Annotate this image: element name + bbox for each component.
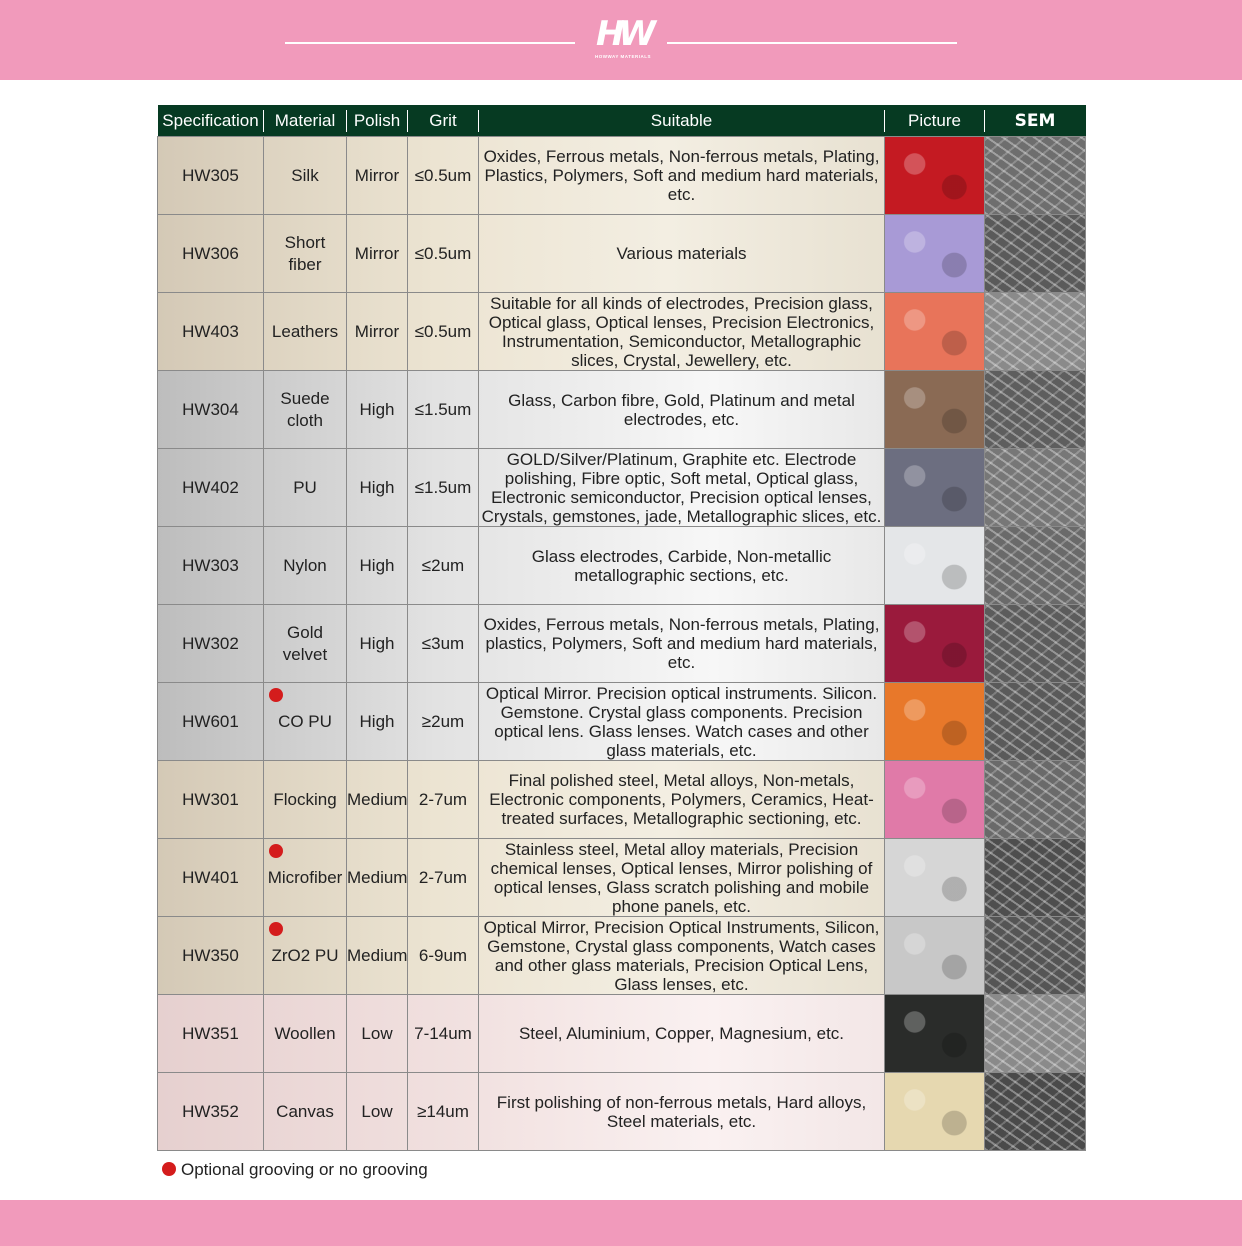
material-name: Flocking [273,789,337,809]
sem-image [985,839,1085,916]
header-label: SEM [1014,110,1056,131]
table-row [158,449,1086,527]
header-grit [408,105,479,137]
material-swatch [885,605,984,682]
spec-code: HW601 [182,711,239,731]
grit-value: 7-14um [414,1023,472,1043]
grit-value: ≤1.5um [414,477,472,497]
table-row [158,371,1086,449]
polish-cell [347,761,408,839]
grit-value: ≤1.5um [414,399,472,419]
grit-cell [408,917,479,995]
grit-cell [408,605,479,683]
picture-cell [885,683,985,761]
material-swatch [885,293,984,370]
polish-level: Mirror [354,321,400,341]
grit-value: ≤0.5um [414,165,472,185]
material-name: Short fiber [284,232,326,274]
sem-image [985,995,1085,1072]
material-swatch [885,449,984,526]
polish-level: High [359,711,395,731]
spec-cell [158,761,264,839]
material-cell [264,761,347,839]
material-swatch [885,215,984,292]
polish-cell [347,995,408,1073]
table-row [158,527,1086,605]
suitable-cell [479,995,885,1073]
polish-level: Mirror [354,165,400,185]
material-name: ZrO2 PU [271,945,339,965]
header-polish [347,105,408,137]
suitable-text: Glass electrodes, Carbide, Non-metallic metallographic sections, etc. [531,546,832,585]
suitable-text: Oxides, Ferrous metals, Non-ferrous metals, Plating, plastics, Polymers, Soft and medium hard materials, etc. [483,615,880,672]
suitable-cell [479,137,885,215]
material-cell [264,371,347,449]
header-row [158,105,1086,137]
picture-cell [885,371,985,449]
material-name: Canvas [276,1101,334,1121]
sem-cell [985,293,1086,371]
suitable-cell [479,917,885,995]
sem-cell [985,137,1086,215]
table-row [158,917,1086,995]
material-name: Silk [291,165,319,185]
polish-level: Low [361,1023,393,1043]
grit-value: ≤0.5um [414,321,472,341]
legend [162,1160,428,1180]
material-name: Nylon [283,555,327,575]
spec-code: HW305 [182,165,239,185]
spec-cell [158,995,264,1073]
logo-subtitle: HOWWAY MATERIALS [595,54,651,59]
material-name: Gold velvet [282,622,328,664]
sem-cell [985,917,1086,995]
suitable-cell [479,527,885,605]
polish-cell [347,137,408,215]
grit-cell [408,215,479,293]
picture-cell [885,995,985,1073]
groove-dot-icon [162,1162,176,1176]
spec-code: HW301 [182,789,239,809]
spec-cell [158,293,264,371]
suitable-text: Optical Mirror. Precision optical instruments. Silicon. Gemstone. Crystal glass components. Precision optical lens. Glass lenses. Watch cases and other glass materials, etc. [485,683,878,760]
grit-cell [408,137,479,215]
sem-image [985,917,1085,994]
suitable-text: Steel, Aluminium, Copper, Magnesium, etc. [518,1024,845,1043]
sem-cell [985,1073,1086,1151]
suitable-cell [479,839,885,917]
picture-cell [885,449,985,527]
material-cell [264,605,347,683]
spec-code: HW306 [182,243,239,263]
spec-cell [158,1073,264,1151]
material-swatch [885,995,984,1072]
grit-cell [408,527,479,605]
material-cell [264,1073,347,1151]
material-swatch [885,1073,984,1150]
polish-level: Medium [347,945,408,965]
sem-image [985,215,1085,292]
picture-cell [885,605,985,683]
table-row [158,1073,1086,1151]
polish-cell [347,371,408,449]
sem-image [985,449,1085,526]
table-row [158,839,1086,917]
header-label: Grit [429,110,457,130]
spec-cell [158,449,264,527]
grit-cell [408,761,479,839]
material-swatch [885,761,984,838]
suitable-text: Stainless steel, Metal alloy materials, Precision chemical lenses, Optical lenses, Mirror polishing of optical lenses, Glass scratch polishing and mobile phone panels, etc. [490,839,873,916]
polish-level: High [359,477,395,497]
material-cell [264,839,347,917]
grit-value: 2-7um [418,867,468,887]
suitable-cell [479,449,885,527]
polish-level: Medium [347,867,408,887]
polish-level: Medium [347,789,408,809]
polish-cell [347,683,408,761]
groove-dot-icon [269,844,283,858]
sem-image [985,683,1085,760]
material-name: Leathers [271,321,339,341]
polish-cell [347,449,408,527]
sem-cell [985,761,1086,839]
spec-cell [158,527,264,605]
material-swatch [885,683,984,760]
header-specification [158,105,264,137]
table-row [158,605,1086,683]
suitable-cell [479,215,885,293]
table-row [158,761,1086,839]
sem-cell [985,215,1086,293]
grit-cell [408,995,479,1073]
polish-cell [347,917,408,995]
picture-cell [885,293,985,371]
picture-cell [885,917,985,995]
grit-value: ≥2um [421,711,465,731]
grit-cell [408,683,479,761]
sem-image [985,293,1085,370]
sem-cell [985,683,1086,761]
sem-image [985,137,1085,214]
table-row [158,137,1086,215]
bottom-banner [0,1200,1242,1246]
sem-cell [985,605,1086,683]
spec-code: HW352 [182,1101,239,1121]
material-cell [264,527,347,605]
suitable-text: First polishing of non-ferrous metals, Hard alloys, Steel materials, etc. [496,1092,867,1131]
grit-value: 2-7um [418,789,468,809]
suitable-text: GOLD/Silver/Platinum, Graphite etc. Electrode polishing, Fibre optic, Soft metal, Optical glass, Electronic semiconductor, Precision optical lenses, Crystals, gemstones, jade, Metallographic slices, etc. [481,449,882,526]
picture-cell [885,1073,985,1151]
grit-cell [408,839,479,917]
polish-cell [347,605,408,683]
sem-image [985,527,1085,604]
grit-value: ≤2um [421,555,465,575]
suitable-cell [479,1073,885,1151]
suitable-text: Oxides, Ferrous metals, Non-ferrous metals, Plating, Plastics, Polymers, Soft and medium hard materials, etc. [483,147,880,204]
spec-code: HW403 [182,321,239,341]
spec-code: HW350 [182,945,239,965]
spec-cell [158,215,264,293]
table-row [158,215,1086,293]
spec-cell [158,839,264,917]
sem-image [985,371,1085,448]
grit-cell [408,371,479,449]
picture-cell [885,761,985,839]
material-swatch [885,839,984,916]
material-swatch [885,917,984,994]
spec-code: HW304 [182,399,239,419]
spec-code: HW351 [182,1023,239,1043]
table-row [158,995,1086,1073]
sem-image [985,761,1085,838]
grit-value: ≤0.5um [414,243,472,263]
polish-level: Low [361,1101,393,1121]
suitable-cell [479,293,885,371]
picture-cell [885,137,985,215]
groove-dot-icon [269,688,283,702]
material-name: PU [293,477,317,497]
picture-cell [885,839,985,917]
header-label: Suitable [650,110,713,130]
material-swatch [885,527,984,604]
table-row [158,683,1086,761]
spec-cell [158,605,264,683]
sem-cell [985,995,1086,1073]
header-label: Polish [353,110,401,130]
picture-cell [885,527,985,605]
polish-cell [347,1073,408,1151]
suitable-text: Final polished steel, Metal alloys, Non-metals, Electronic components, Polymers, Ceramics, Heat-treated surfaces, Metallographic sectioning, etc. [489,771,874,828]
material-cell [264,293,347,371]
suitable-cell [479,371,885,449]
header-picture [885,105,985,137]
grit-cell [408,293,479,371]
material-cell [264,449,347,527]
grit-value: ≤3um [421,633,465,653]
suitable-text: Suitable for all kinds of electrodes, Precision glass, Optical glass, Optical lenses, Precision Electronics, Instrumentation, Semiconductor, Metallographic slices, Crystal, Jewellery, etc. [488,293,875,370]
picture-cell [885,215,985,293]
polish-level: High [359,633,395,653]
material-name: Suede cloth [280,388,330,430]
polish-cell [347,839,408,917]
groove-dot-icon [269,922,283,936]
spec-code: HW302 [182,633,239,653]
spec-cell [158,917,264,995]
suitable-text: Glass, Carbon fibre, Gold, Platinum and metal electrodes, etc. [508,390,855,429]
spec-cell [158,683,264,761]
sem-cell [985,371,1086,449]
polish-cell [347,527,408,605]
sem-cell [985,527,1086,605]
suitable-cell [479,761,885,839]
suitable-cell [479,605,885,683]
material-cell [264,917,347,995]
grit-cell [408,449,479,527]
grit-value: 6-9um [418,945,468,965]
suitable-text: Optical Mirror, Precision Optical Instruments, Silicon, Gemstone, Crystal glass components, Watch cases and other glass materials, Precision Optical Lens, Glass lenses, etc. [483,917,880,994]
polish-level: Mirror [354,243,400,263]
sem-image [985,605,1085,682]
header-sem [985,105,1086,137]
banner-divider-right [667,42,957,44]
logo-mark: HW [596,14,650,54]
spec-code: HW402 [182,477,239,497]
header-label: Picture [908,110,961,130]
sem-cell [985,839,1086,917]
polish-cell [347,215,408,293]
material-name: CO PU [278,711,332,731]
material-name: Woollen [274,1023,336,1043]
polish-cell [347,293,408,371]
spec-cell [158,371,264,449]
material-cell [264,215,347,293]
suitable-cell [479,683,885,761]
header-label: Specification [162,110,259,130]
material-swatch [885,371,984,448]
suitable-text: Various materials [616,244,747,263]
spec-code: HW401 [182,867,239,887]
table-row [158,293,1086,371]
brand-logo [586,14,660,64]
spec-cell [158,137,264,215]
banner-divider-left [285,42,575,44]
material-name: Microfiber [267,867,343,887]
material-cell [264,683,347,761]
header-material [264,105,347,137]
material-cell [264,137,347,215]
legend-text: Optional grooving or no grooving [181,1160,428,1179]
header-label: Material [274,110,336,130]
sem-image [985,1073,1085,1150]
material-swatch [885,137,984,214]
spec-code: HW303 [182,555,239,575]
grit-cell [408,1073,479,1151]
sem-cell [985,449,1086,527]
header-suitable [479,105,885,137]
polish-level: High [359,555,395,575]
spec-table [157,105,1086,1151]
grit-value: ≥14um [417,1101,469,1121]
polish-level: High [359,399,395,419]
material-cell [264,995,347,1073]
